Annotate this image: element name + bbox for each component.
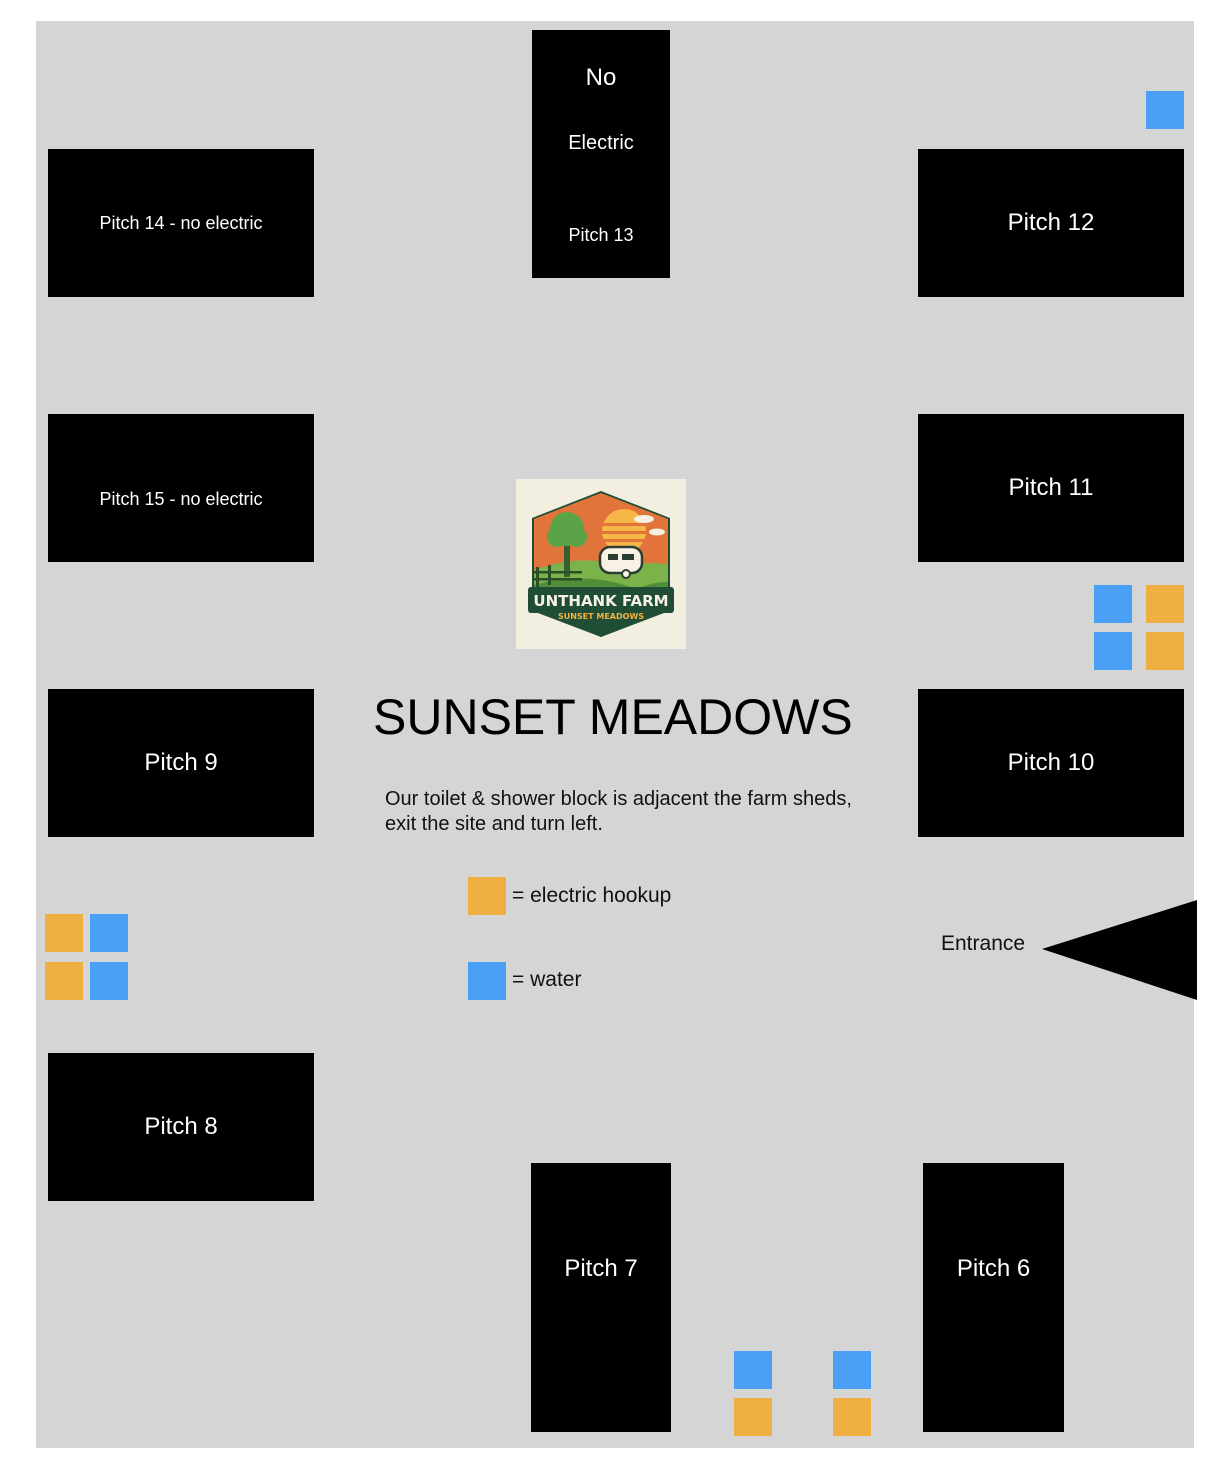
pitch-14-label: Pitch 14 - no electric — [99, 212, 263, 233]
electric-hookup-marker — [1146, 585, 1184, 623]
pitch-10[interactable] — [918, 689, 1184, 837]
pitch-7-label: Pitch 7 — [564, 1255, 638, 1282]
pitch-15[interactable] — [48, 414, 314, 562]
pitch-13-no-label: No — [585, 64, 617, 91]
legend-electric-swatch — [468, 877, 506, 915]
electric-hookup-marker — [45, 962, 83, 1000]
pitch-8-label: Pitch 8 — [144, 1113, 218, 1140]
pitch-6[interactable] — [923, 1163, 1064, 1432]
water-hookup-marker — [734, 1351, 772, 1389]
logo-subtitle: SUNSET MEADOWS — [557, 612, 645, 621]
pitch-12[interactable] — [918, 149, 1184, 297]
pitch-8[interactable] — [48, 1053, 314, 1201]
pitch-7[interactable] — [531, 1163, 671, 1432]
electric-hookup-marker — [1146, 632, 1184, 670]
logo-farm-name: UNTHANK FARM — [533, 592, 669, 610]
entrance-label: Entrance — [941, 932, 1026, 955]
pitch-9[interactable] — [48, 689, 314, 837]
water-hookup-marker — [90, 962, 128, 1000]
water-hookup-marker — [90, 914, 128, 952]
pitch-6-label: Pitch 6 — [956, 1255, 1031, 1282]
legend-electric-label: = electric hookup — [512, 884, 672, 907]
pitch-13-label: Pitch 13 — [568, 225, 634, 245]
pitch-10-label: Pitch 10 — [1007, 749, 1095, 776]
legend-water-label: = water — [512, 968, 582, 991]
pitch-13[interactable] — [532, 30, 670, 278]
pitch-9-label: Pitch 9 — [144, 749, 218, 776]
electric-hookup-marker — [833, 1398, 871, 1436]
facilities-info: Our toilet & shower block is adjacent the farm sheds, exit the site and turn left. — [385, 788, 852, 835]
pitch-15-label: Pitch 15 - no electric — [99, 488, 263, 509]
pitch-13-electric-label: Electric — [568, 132, 634, 154]
entrance-arrow-icon[interactable] — [1040, 898, 1200, 1002]
pitch-14[interactable] — [48, 149, 314, 297]
electric-hookup-marker — [45, 914, 83, 952]
water-hookup-marker — [1094, 632, 1132, 670]
unthank-farm-logo — [516, 479, 686, 649]
logo-badge-icon — [516, 479, 686, 649]
water-hookup-marker — [1094, 585, 1132, 623]
pitch-11-label: Pitch 11 — [1008, 474, 1094, 501]
water-hookup-marker — [1146, 91, 1184, 129]
pitch-12-label: Pitch 12 — [1007, 209, 1095, 236]
electric-hookup-marker — [734, 1398, 772, 1436]
water-hookup-marker — [833, 1351, 871, 1389]
legend-water-swatch — [468, 962, 506, 1000]
pitch-11[interactable] — [918, 414, 1184, 562]
map-title: SUNSET MEADOWS — [373, 689, 853, 745]
